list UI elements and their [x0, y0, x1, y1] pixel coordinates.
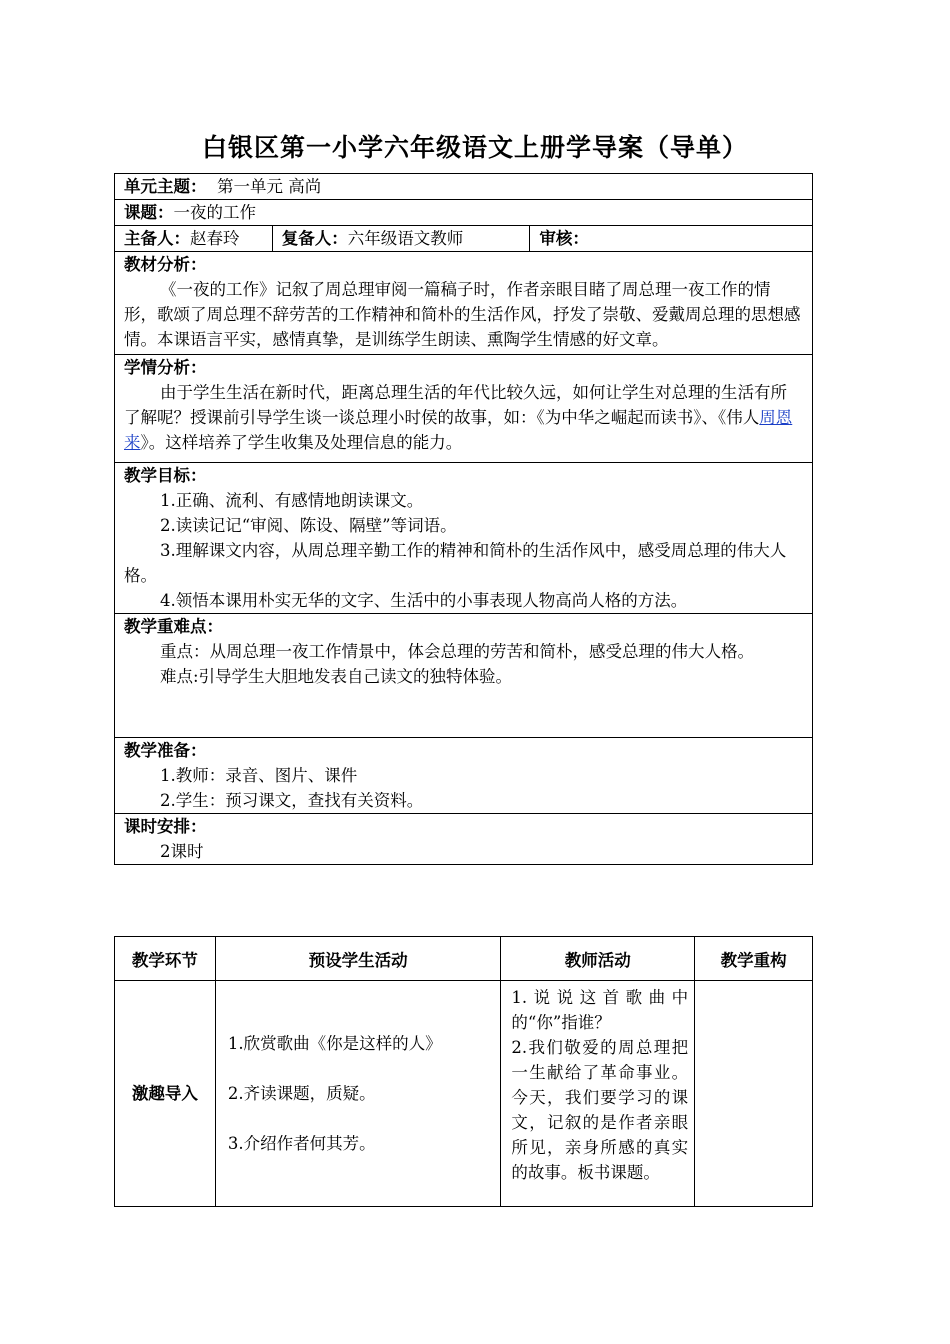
lesson-label: 课题： [124, 203, 174, 222]
header-teacher-activity: 教师活动 [501, 937, 695, 981]
author-row [115, 226, 813, 252]
prep-label: 教学准备： [124, 741, 207, 760]
hours-value: 2课时 [160, 842, 204, 861]
hours-section [115, 814, 813, 865]
goals-label: 教学目标： [124, 466, 207, 485]
coauthor-label: 复备人： [281, 229, 348, 248]
teacher-activity-cell [501, 981, 695, 1207]
student-activity-item: 1.欣赏歌曲《你是这样的人》 [227, 1034, 442, 1053]
stage-cell: 激趣导入 [115, 981, 216, 1207]
material-label: 教材分析： [124, 255, 207, 274]
author-label: 主备人： [124, 229, 190, 248]
learner-text-a: 由于学生生活在新时代，距离总理生活的年代比较久远，如何让学生对总理的生活有所了解呢？授课前引导学生谈一谈总理小时侯的故事，如：《为中华之崛起而读书》、《伟人 [124, 383, 787, 427]
plan-header-row [115, 937, 813, 981]
student-activity-item: 3.介绍作者何其芳。 [227, 1134, 376, 1153]
goal-item: 4.领悟本课用朴实无华的文字、生活中的小事表现人物高尚人格的方法。 [160, 591, 688, 610]
goal-item: 3.理解课文内容，从周总理辛勤工作的精神和简朴的生活作风中，感受周总理的伟大人格。 [124, 541, 787, 585]
coauthor-value: 六年级语文教师 [347, 229, 464, 248]
lesson-row [115, 200, 813, 226]
learner-label: 学情分析： [124, 358, 207, 377]
goal-item: 2.读读记记“审阅、陈设、隔壁”等词语。 [160, 516, 457, 535]
unit-row [115, 174, 813, 200]
teacher-activity-item: 1.说说这首歌曲中的“你”指谁？ [511, 988, 689, 1032]
keypoints-section [115, 614, 813, 738]
learner-text-b: 》。这样培养了学生收集及处理信息的能力。 [140, 433, 463, 452]
unit-label: 单元主题： [124, 177, 207, 196]
lesson-info-table [114, 173, 813, 865]
lesson-value: 一夜的工作 [173, 203, 256, 222]
header-student-activity: 预设学生活动 [215, 937, 501, 981]
unit-value: 第一单元 高尚 [217, 177, 322, 196]
learner-text [124, 380, 803, 455]
author-value: 赵春玲 [190, 229, 240, 248]
keypoint-text: 重点：从周总理一夜工作情景中，体会总理的劳苦和简朴，感受总理的伟大人格。 [160, 642, 754, 661]
learner-section [115, 355, 813, 463]
keypoints-label: 教学重难点： [124, 617, 223, 636]
page-title: 白银区第一小学六年级语文上册学导案（导单） [201, 133, 748, 162]
plan-row [115, 981, 813, 1207]
goals-section [115, 463, 813, 614]
student-activity-cell [215, 981, 501, 1207]
teacher-activity-item: 2.我们敬爱的周总理把一生献给了革命事业。今天，我们要学习的课文，记叙的是作者亲眼所见，亲身所感的真实的故事。板书课题。 [511, 1038, 689, 1182]
student-activity-item: 2.齐读课题，质疑。 [227, 1084, 376, 1103]
zhou-enlai-link[interactable]: 周恩来 [124, 408, 793, 452]
material-section [115, 252, 813, 355]
prep-item: 2.学生：预习课文，查找有关资料。 [160, 791, 424, 810]
header-stage: 教学环节 [115, 937, 216, 981]
prep-section [115, 738, 813, 814]
prep-item: 1.教师：录音、图片、课件 [160, 766, 358, 785]
reconstruct-cell[interactable] [695, 981, 813, 1207]
difficulty-text: 难点:引导学生大胆地发表自己读文的独特体验。 [160, 667, 513, 686]
hours-label: 课时安排： [124, 817, 207, 836]
review-label: 审核： [539, 229, 589, 248]
goal-item: 1.正确、流利、有感情地朗读课文。 [160, 491, 424, 510]
material-text: 《一夜的工作》记叙了周总理审阅一篇稿子时，作者亲眼目睹了周总理一夜工作的情形，歌颂了周总理不辞劳苦的工作精神和简朴的生活作风，抒发了崇敬、爱戴周总理的思想感情。本课语言平实，感情真挚，是训练学生朗读、熏陶学生情感的好文章。 [124, 280, 801, 349]
teaching-plan-table [114, 936, 813, 1207]
header-reconstruct: 教学重构 [695, 937, 813, 981]
